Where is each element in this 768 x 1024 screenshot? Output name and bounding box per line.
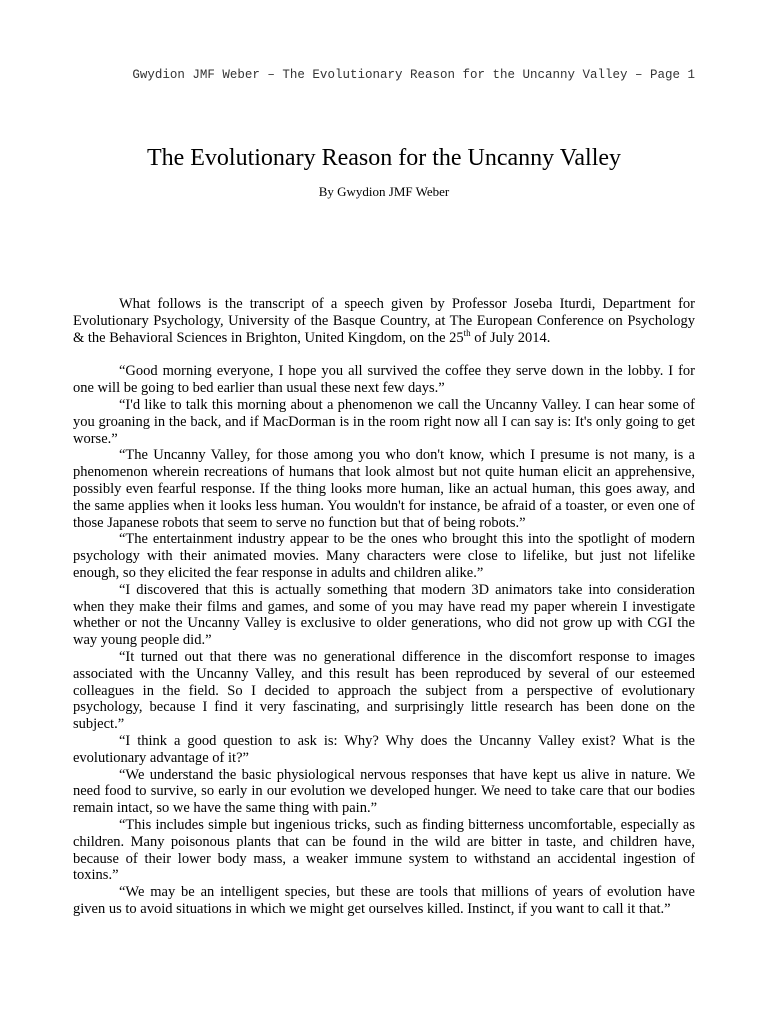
author-byline: By Gwydion JMF Weber xyxy=(318,184,450,199)
running-header: Gwydion JMF Weber – The Evolutionary Reason for the Uncanny Valley – Page 1 xyxy=(132,68,695,82)
transcript-paragraph: “It turned out that there was no generational difference in the discomfort response to images associated with the Uncanny Valley, and this result has been reproduced by several of our esteemed colleagues in the field. So I decided to approach the subject from a perspective of evolutionary psychology, because I find it very fascinating, and surprisingly little research has been done on the subject.” xyxy=(73,648,695,733)
date-ordinal-suffix: th xyxy=(463,327,471,338)
transcript-paragraph: “Good morning everyone, I hope you all survived the coffee they serve down in the lobby. I for one will be going to bed earlier than usual these next few days.” xyxy=(73,363,695,397)
transcript-paragraph: “The Uncanny Valley, for those among you who don't know, which I presume is not many, is a phenomenon wherein recreations of humans that look almost but not quite human elicit an apprehensive, possibly even fearful response. If the thing looks more human, like an actual human, this goes away, and the same applies when it looks less human. You wouldn't for instance, be afraid of a toaster, or even one of those Japanese robots that seem to serve no function but that of being robots.” xyxy=(73,447,695,531)
transcript-paragraph: “I'd like to talk this morning about a phenomenon we call the Uncanny Valley. I can hear some of you groaning in the back, and if MacDorman is in the room right now all I can say is: It's only going to get worse.” xyxy=(73,396,695,447)
transcript-paragraph: “I discovered that this is actually something that modern 3D animators take into consideration when they make their films and games, and some of you may have read my paper wherein I investigate whether or not the Uncanny Valley is exclusive to older generations, who did not grow up with CGI the way young people did.” xyxy=(73,581,695,649)
document-body xyxy=(73,296,695,918)
document-title: The Evolutionary Reason for the Uncanny Valley xyxy=(146,145,622,171)
intro-text-before: What follows is the transcript of a speech given by Professor Joseba Iturdi, Department for Evolutionary Psychology, University of the Basque Country, at The European Conference on Psychology & the Behavioral Sciences in Brighton, United Kingdom, on the 25 xyxy=(73,296,695,346)
transcript-paragraph: “I think a good question to ask is: Why? Why does the Uncanny Valley exist? What is the evolutionary advantage of it?” xyxy=(73,732,695,766)
transcript-paragraph: “The entertainment industry appear to be the ones who brought this into the spotlight of modern psychology with their animated movies. Many characters were close to lifelike, but just not lifelike enough, so they elicited the fear response in adults and children alike.” xyxy=(73,531,695,581)
transcript-paragraph: “This includes simple but ingenious tricks, such as finding bitterness uncomfortable, especially as children. Many poisonous plants that can be found in the wild are bitter in taste, and children have, because of their lower body mass, a weaker immune system to withstand an accidental ingestion of toxins.” xyxy=(73,816,695,884)
transcript-paragraph: “We may be an intelligent species, but these are tools that millions of years of evolution have given us to avoid situations in which we might get ourselves killed. Instinct, if you want to call it that.” xyxy=(73,884,695,917)
transcript-paragraph: “We understand the basic physiological nervous responses that have kept us alive in nature. We need food to survive, so early in our evolution we developed hunger. We need to take care that our bodies remain intact, so we have the same thing with pain.” xyxy=(73,766,695,817)
intro-paragraph xyxy=(73,296,695,346)
intro-text-after: of July 2014. xyxy=(470,329,551,346)
